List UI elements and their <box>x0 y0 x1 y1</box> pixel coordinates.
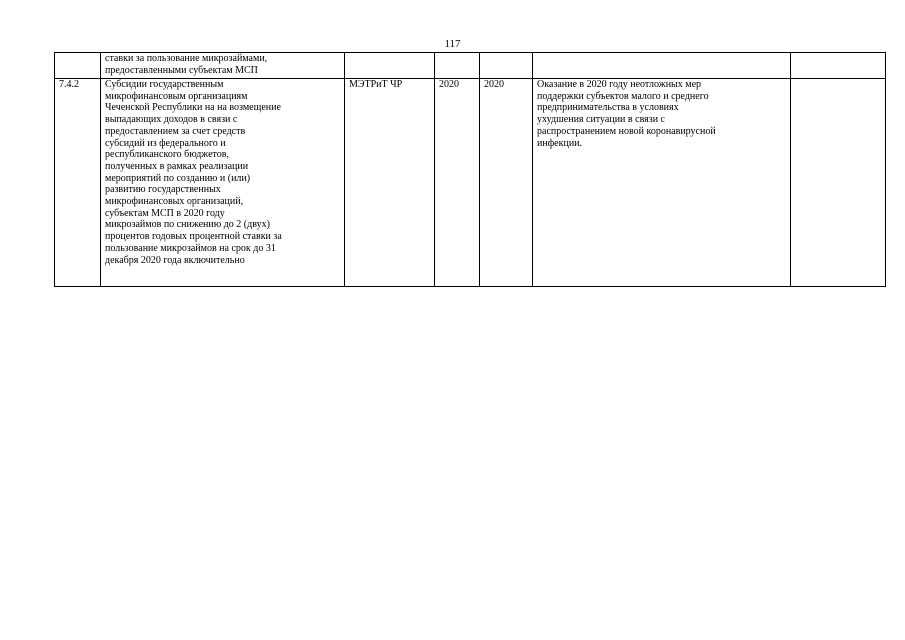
row-number-cell: 7.4.2 <box>55 79 101 287</box>
end-year-cell <box>480 53 533 79</box>
note-cell <box>791 79 886 287</box>
expected-result-cell: Оказание в 2020 году неотложных мер поддержки субъектов малого и среднего предпринимательства в условиях ухудшения ситуации в связи с распространением новой коронавирусной инфекции. <box>533 79 791 287</box>
measure-name-cell: ставки за пользование микрозаймами, предоставленными субъектам МСП <box>101 53 345 79</box>
start-year-cell: 2020 <box>435 79 480 287</box>
page-number: 117 <box>444 38 461 50</box>
table-row <box>55 79 886 287</box>
table-row <box>55 53 886 79</box>
responsible-org-cell <box>345 53 435 79</box>
note-cell <box>791 53 886 79</box>
end-year-cell: 2020 <box>480 79 533 287</box>
start-year-cell <box>435 53 480 79</box>
expected-result-cell <box>533 53 791 79</box>
row-number-cell <box>55 53 101 79</box>
measure-name-cell: Субсидии государственным микрофинансовым организациям Чеченской Республики на на возмещение выпадающих доходов в связи с предоставлением за счет средств субсидий из федерального и республиканского бюджетов, полученных в рамках реализации мероприятий по созданию и (или) развитию государственных микрофинансовых организаций, субъектам МСП в 2020 году микрозаймов по снижению до 2 (двух) процентов годовых процентной ставки за пользование микрозаймов на срок до 31 декабря 2020 года включительно <box>101 79 345 287</box>
responsible-org-cell: МЭТРиТ ЧР <box>345 79 435 287</box>
measures-table <box>54 52 886 287</box>
